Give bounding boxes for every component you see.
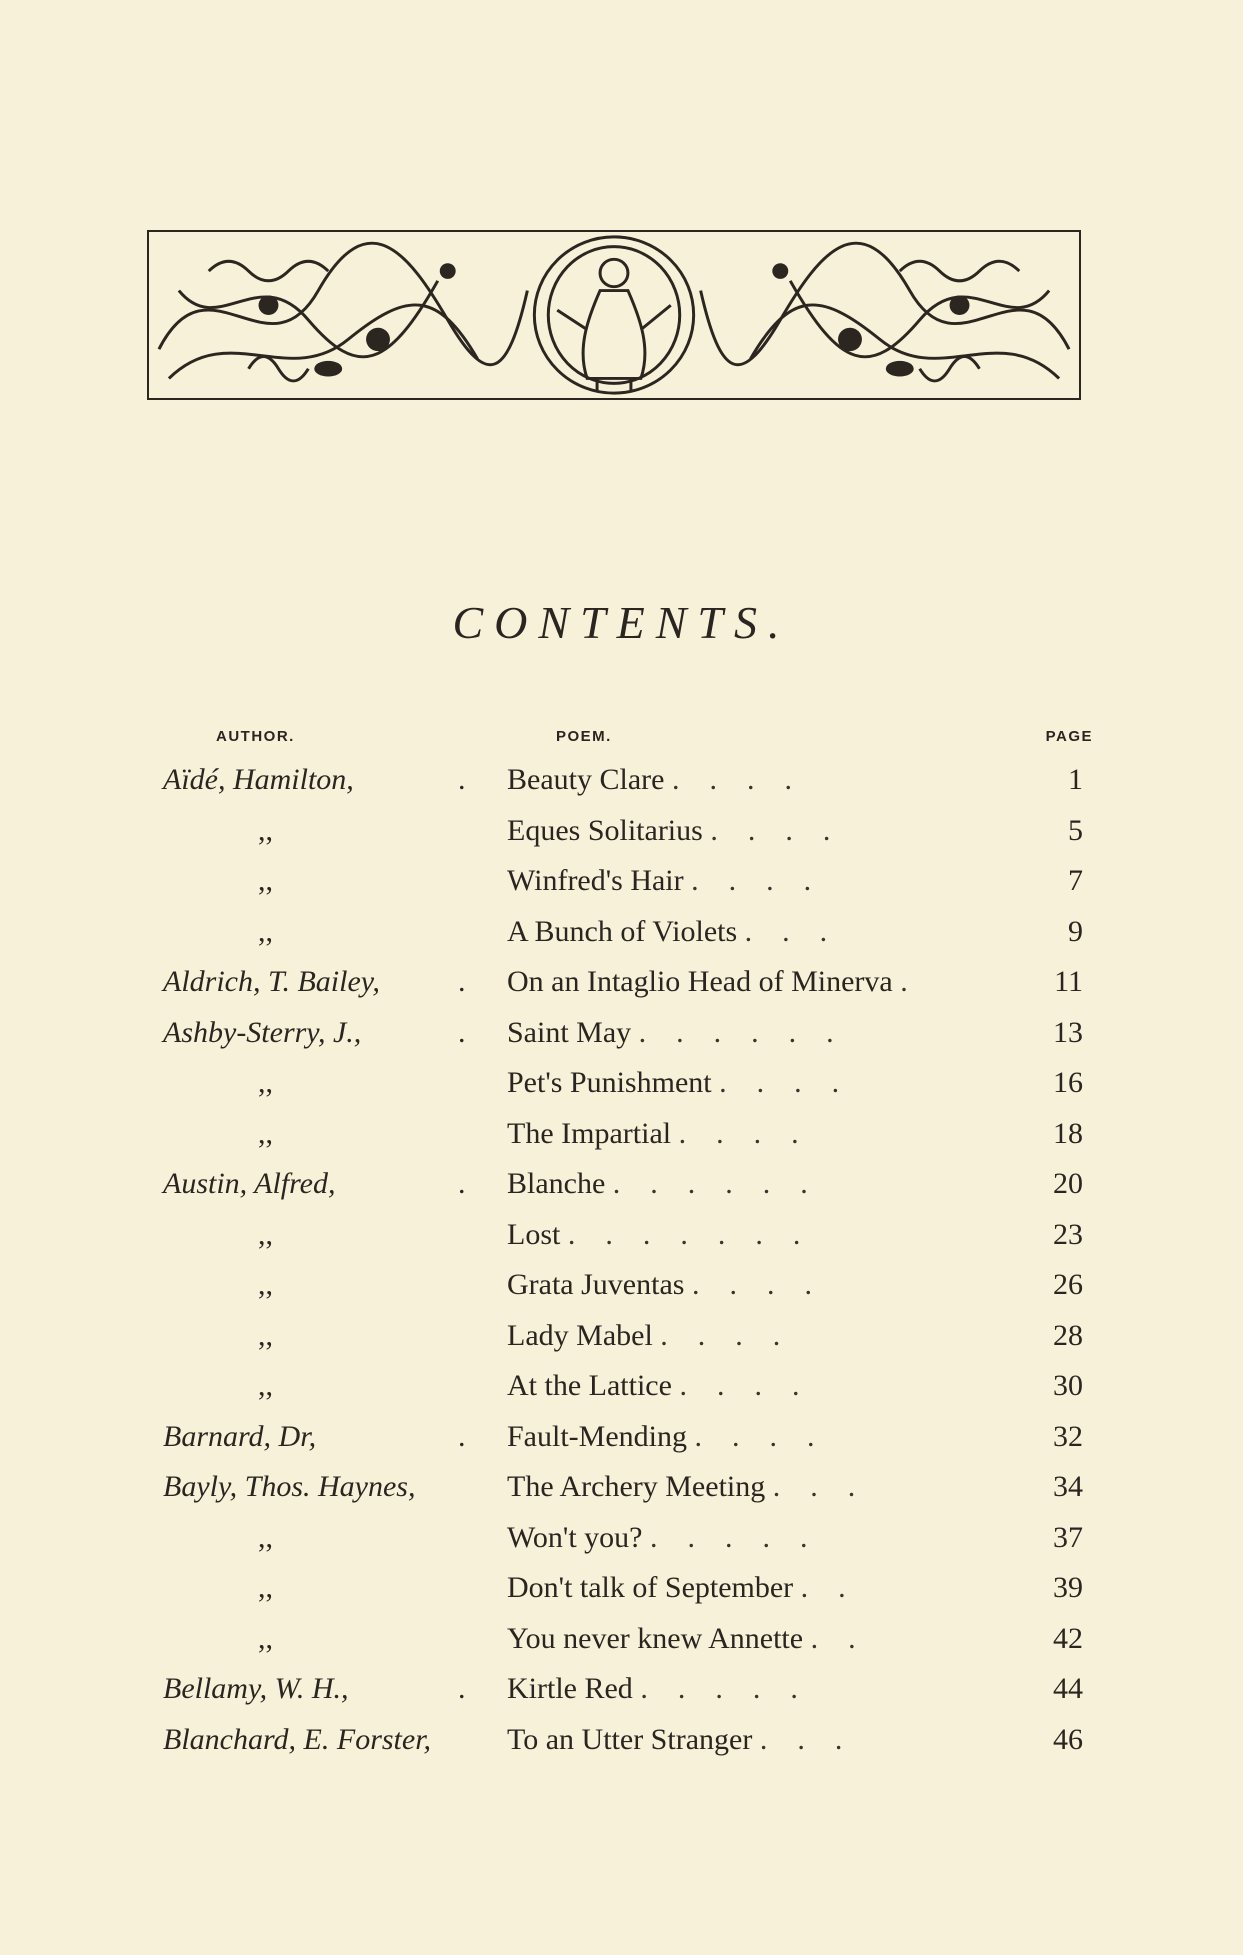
poem-title-text: Fault-Mending (507, 1419, 687, 1453)
poem-title-text: On an Intaglio Head of Minerva (507, 965, 893, 998)
toc-poem-title (507, 1470, 855, 1504)
toc-poem-title (507, 1369, 799, 1403)
toc-row (0, 1109, 1243, 1160)
toc-row (0, 957, 1243, 1008)
toc-page-number: 23 (1053, 1217, 1083, 1251)
toc-poem-title (507, 864, 811, 898)
toc-poem-title (507, 1319, 780, 1353)
toc-row (0, 1311, 1243, 1362)
dot-leader: . (900, 965, 908, 998)
toc-page-number: 37 (1053, 1520, 1083, 1554)
toc-page-number: 7 (1068, 864, 1083, 897)
poem-title-text: To an Utter Stranger (507, 1722, 753, 1756)
toc-author: Barnard, Dr, (163, 1419, 317, 1453)
toc-page-number: 16 (1053, 1066, 1083, 1099)
poem-title-text: Winfred's Hair (507, 864, 684, 897)
dot-leader: . . . . (678, 1116, 799, 1150)
toc-poem-title (507, 1066, 839, 1100)
toc-row (0, 1159, 1243, 1210)
toc-row (0, 1513, 1243, 1564)
poem-title-text: Kirtle Red (507, 1672, 633, 1705)
toc-author: Bellamy, W. H., (163, 1672, 349, 1705)
dot-leader: . . . . . (640, 1672, 798, 1705)
toc-author: Austin, Alfred, (163, 1167, 336, 1200)
toc-poem-title (507, 1672, 798, 1706)
ditto-mark: ,, (258, 1116, 273, 1150)
toc-poem-title (507, 1622, 856, 1656)
toc-row (0, 907, 1243, 958)
dot-leader: . . (800, 1571, 846, 1604)
dot-leader: . . . . (691, 1268, 812, 1301)
poem-title-text: Lady Mabel (507, 1318, 653, 1352)
author-separator-dot: . (458, 763, 466, 796)
toc-poem-title (507, 814, 830, 848)
poem-title-text: The Impartial (507, 1116, 672, 1150)
toc-poem-title (507, 1016, 834, 1050)
poem-title-text: A Bunch of Violets (507, 914, 738, 948)
poem-title-text: Grata Juventas (507, 1268, 685, 1301)
toc-row (0, 755, 1243, 806)
poem-title-text: You never knew Annette (507, 1621, 804, 1655)
author-separator-dot: . (458, 1672, 466, 1705)
dot-leader: . . . (772, 1470, 856, 1503)
poem-title-text: At the Lattice (507, 1369, 672, 1402)
toc-page-number: 39 (1053, 1571, 1083, 1604)
toc-poem-title (507, 1723, 842, 1757)
ditto-mark: ,, (258, 1621, 273, 1655)
toc-row (0, 1614, 1243, 1665)
ditto-mark: ,, (258, 1268, 273, 1301)
toc-row (0, 1361, 1243, 1412)
toc-page-number: 5 (1068, 813, 1083, 847)
poem-title-text: Pet's Punishment (507, 1066, 712, 1099)
toc-page-number: 34 (1053, 1470, 1083, 1503)
ditto-mark: ,, (258, 1520, 273, 1554)
toc-poem-title (507, 1218, 800, 1252)
toc-row (0, 1412, 1243, 1463)
ditto-mark: ,, (258, 864, 273, 897)
toc-page-number: 9 (1068, 914, 1083, 948)
ditto-mark: ,, (258, 1369, 273, 1402)
toc-row (0, 1462, 1243, 1513)
column-header-author: AUTHOR. (216, 728, 295, 745)
toc-page-number: 1 (1068, 763, 1083, 796)
author-separator-dot: . (458, 965, 466, 998)
toc-row (0, 1008, 1243, 1059)
toc-page-number: 26 (1053, 1268, 1083, 1301)
author-separator-dot: . (458, 1419, 466, 1453)
toc-page-number: 11 (1054, 965, 1083, 998)
toc-poem-title (507, 1571, 846, 1605)
toc-page-number: 46 (1053, 1722, 1083, 1756)
ornamental-headpiece (147, 230, 1081, 400)
ditto-mark: ,, (258, 1066, 273, 1099)
dot-leader: . . . . (671, 763, 792, 796)
ditto-mark: ,, (258, 1571, 273, 1604)
dot-leader: . . . (744, 914, 828, 948)
toc-row (0, 856, 1243, 907)
toc-page-number: 20 (1053, 1167, 1083, 1200)
toc-page-number: 42 (1053, 1621, 1083, 1655)
ditto-mark: ,, (258, 813, 273, 847)
dot-leader: . . . (759, 1722, 843, 1756)
toc-author: Blanchard, E. Forster, (163, 1722, 432, 1756)
toc-poem-title (507, 763, 792, 797)
toc-page-number: 18 (1053, 1116, 1083, 1150)
dot-leader: . . . . . . . (567, 1217, 801, 1251)
toc-page-number: 28 (1053, 1318, 1083, 1352)
poem-title-text: Don't talk of September (507, 1571, 794, 1604)
toc-page-number: 44 (1053, 1672, 1083, 1705)
toc-page-number: 30 (1053, 1369, 1083, 1402)
toc-poem-title (507, 1420, 815, 1454)
poem-title-text: Beauty Clare (507, 763, 665, 796)
toc-row (0, 806, 1243, 857)
poem-title-text: Lost (507, 1217, 561, 1251)
ditto-mark: ,, (258, 1217, 273, 1251)
ditto-mark: ,, (258, 1318, 273, 1352)
poem-title-text: The Archery Meeting (507, 1470, 766, 1503)
toc-row (0, 1260, 1243, 1311)
toc-row (0, 1210, 1243, 1261)
dot-leader: . . . . (719, 1066, 840, 1099)
author-separator-dot: . (458, 1167, 466, 1200)
poem-title-text: Saint May (507, 1015, 632, 1049)
poem-title-text: Blanche (507, 1167, 606, 1200)
toc-poem-title (507, 1268, 812, 1302)
toc-page-number: 32 (1053, 1419, 1083, 1453)
floral-headpiece-icon (149, 232, 1079, 398)
column-header-page: PAGE (1045, 728, 1093, 745)
toc-poem-title (507, 965, 908, 999)
toc-row (0, 1058, 1243, 1109)
toc-page-number: 13 (1053, 1015, 1083, 1049)
toc-author: Bayly, Thos. Haynes, (163, 1470, 416, 1503)
toc-poem-title (507, 1521, 807, 1555)
dot-leader: . . . . . (649, 1520, 808, 1554)
dot-leader: . . . . (691, 864, 812, 897)
toc-poem-title (507, 1167, 808, 1201)
poem-title-text: Won't you? (507, 1520, 643, 1554)
dot-leader: . . . . (660, 1318, 781, 1352)
toc-author: Aldrich, T. Bailey, (163, 965, 380, 998)
toc-author: Ashby-Sterry, J., (163, 1015, 362, 1049)
toc-row (0, 1664, 1243, 1715)
dot-leader: . . . . (710, 813, 831, 847)
dot-leader: . . . . (694, 1419, 815, 1453)
dot-leader: . . . . (679, 1369, 800, 1402)
dot-leader: . . . . . . (638, 1015, 834, 1049)
toc-poem-title (507, 1117, 799, 1151)
column-header-poem: POEM. (556, 728, 612, 745)
table-of-contents (0, 755, 1243, 1765)
toc-author: Aïdé, Hamilton, (163, 763, 354, 796)
dot-leader: . . (810, 1621, 856, 1655)
ditto-mark: ,, (258, 914, 273, 948)
page-title: CONTENTS. (452, 597, 791, 648)
dot-leader: . . . . . . (612, 1167, 808, 1200)
toc-row (0, 1715, 1243, 1766)
author-separator-dot: . (458, 1015, 466, 1049)
poem-title-text: Eques Solitarius (507, 813, 703, 847)
toc-row (0, 1563, 1243, 1614)
toc-poem-title (507, 915, 827, 949)
